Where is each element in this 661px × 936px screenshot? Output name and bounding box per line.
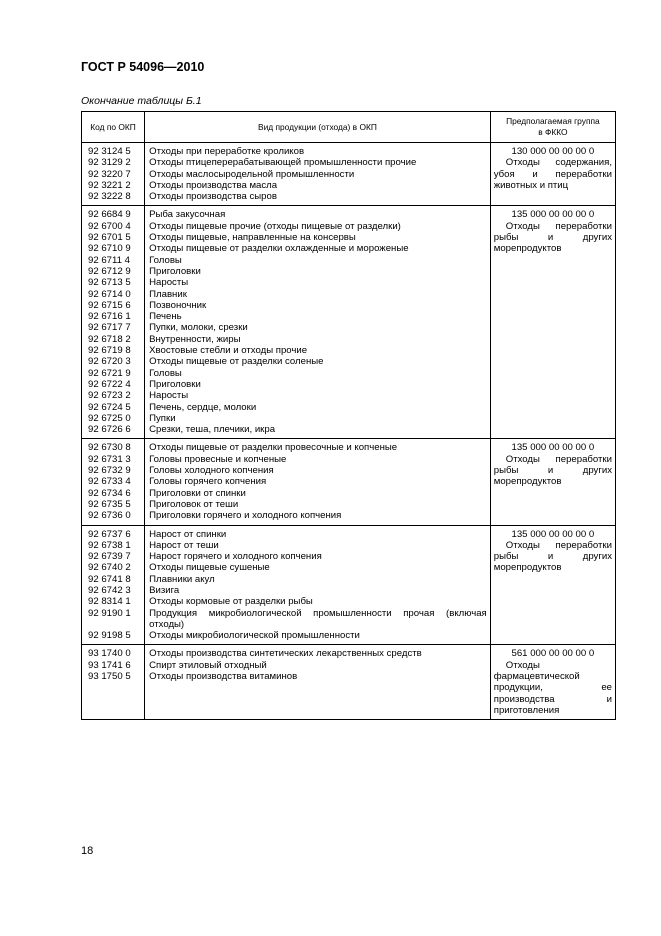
product-name: Нарост горячего и холодного копчения bbox=[149, 551, 322, 563]
product-name: Отходы производства масла bbox=[149, 179, 278, 191]
product-name: Пупки bbox=[149, 412, 176, 424]
product-name: Наросты bbox=[149, 277, 189, 289]
col-header-okp-code: Код по ОКП bbox=[82, 112, 145, 143]
product-name: Внутренности, жиры bbox=[149, 333, 241, 345]
fkko-group-code: 135 000 00 00 00 0 bbox=[511, 209, 595, 221]
product-name: Приголовки горячего и холодного копчения bbox=[149, 510, 342, 522]
table-row bbox=[82, 206, 616, 439]
table-row bbox=[82, 439, 616, 525]
fkko-group-cell bbox=[490, 143, 615, 206]
product-name: Головы горячего копчения bbox=[149, 476, 267, 488]
okp-code: 92 6741 8 bbox=[88, 573, 131, 585]
okp-table bbox=[81, 111, 616, 720]
product-name: Приголовок от теши bbox=[149, 498, 239, 510]
okp-code: 92 6732 9 bbox=[88, 465, 131, 477]
fkko-group-description: Отходы переработки рыбы и других морепродуктов bbox=[493, 220, 612, 255]
okp-code: 92 6730 8 bbox=[88, 442, 131, 454]
okp-code: 92 6711 4 bbox=[88, 254, 130, 266]
okp-code: 92 6737 6 bbox=[88, 528, 131, 540]
fkko-group-code: 130 000 00 00 00 0 bbox=[511, 146, 595, 157]
product-name: Отходы маслосыродельной промышленности bbox=[149, 168, 355, 180]
okp-codes-cell bbox=[82, 439, 145, 525]
okp-code: 92 9198 5 bbox=[88, 630, 131, 642]
okp-code: 92 6721 9 bbox=[88, 367, 131, 379]
fkko-group-code: 561 000 00 00 00 0 bbox=[511, 648, 595, 660]
fkko-group-cell bbox=[490, 206, 615, 439]
okp-code: 92 6733 4 bbox=[88, 476, 131, 488]
table-row bbox=[82, 525, 616, 645]
fkko-group-code: 135 000 00 00 00 0 bbox=[511, 528, 595, 540]
product-names-cell bbox=[145, 206, 491, 439]
fkko-group-description: Отходы содержания, убоя и переработки животных и птиц bbox=[493, 157, 612, 191]
okp-code: 92 6734 6 bbox=[88, 487, 131, 499]
table-row bbox=[82, 143, 616, 206]
product-name: Позвоночник bbox=[149, 299, 207, 311]
product-name: Нарост от спинки bbox=[149, 528, 227, 540]
okp-code: 92 3220 7 bbox=[88, 168, 131, 180]
product-name: Срезки, теша, плечики, икра bbox=[149, 424, 276, 436]
product-name: Отходы пищевые прочие (отходы пищевые от разделки) bbox=[149, 220, 401, 232]
fkko-group-description: Отходы фармацевтической продукции, ее производства и приготовления bbox=[493, 659, 612, 716]
standard-title: ГОСТ Р 54096—2010 bbox=[81, 60, 205, 74]
okp-code: 92 6684 9 bbox=[88, 209, 131, 221]
product-name: Печень, сердце, молоки bbox=[149, 401, 257, 413]
product-name: Плавники акул bbox=[149, 573, 215, 585]
okp-codes-cell bbox=[82, 645, 145, 720]
table-caption: Окончание таблицы Б.1 bbox=[81, 95, 202, 107]
okp-code: 92 3124 5 bbox=[88, 146, 131, 157]
okp-code: 93 1750 5 bbox=[88, 671, 131, 683]
product-name: Приголовки bbox=[149, 378, 201, 390]
fkko-group-cell bbox=[490, 525, 615, 645]
okp-code-gap bbox=[88, 619, 144, 630]
product-name: Спирт этиловый отходный bbox=[149, 659, 267, 671]
product-name: Печень bbox=[149, 311, 182, 323]
fkko-group-description: Отходы переработки рыбы и других морепродуктов bbox=[493, 453, 612, 488]
okp-code: 92 6718 2 bbox=[88, 333, 131, 345]
okp-code: 92 6731 3 bbox=[88, 453, 131, 465]
okp-code: 92 6739 7 bbox=[88, 551, 131, 563]
okp-code: 92 6726 6 bbox=[88, 424, 131, 436]
okp-code: 92 6738 1 bbox=[88, 539, 131, 551]
fkko-group-cell bbox=[490, 439, 615, 525]
okp-code: 92 6710 9 bbox=[88, 243, 131, 255]
product-names-cell bbox=[145, 645, 491, 720]
product-name: Рыба закусочная bbox=[149, 209, 226, 221]
product-name: Плавник bbox=[149, 288, 187, 300]
table-row bbox=[82, 645, 616, 720]
fkko-group-cell bbox=[490, 645, 615, 720]
product-name: Головы провесные и копченые bbox=[149, 453, 287, 465]
product-names-cell bbox=[145, 525, 491, 645]
product-name: Отходы пищевые от разделки охлажденные и мороженые bbox=[149, 243, 409, 255]
product-name: Отходы пищевые от разделки провесочные и копченые bbox=[149, 442, 398, 454]
okp-code: 92 9190 1 bbox=[88, 607, 131, 619]
okp-code: 92 6723 2 bbox=[88, 390, 131, 402]
okp-code: 92 3222 8 bbox=[88, 191, 131, 203]
okp-codes-cell bbox=[82, 206, 145, 439]
product-name: Отходы производства сыров bbox=[149, 191, 277, 203]
product-name: Отходы производства синтетических лекарственных средств bbox=[149, 648, 422, 660]
okp-code: 92 6714 0 bbox=[88, 288, 131, 300]
product-names-cell bbox=[145, 439, 491, 525]
okp-code: 93 1740 0 bbox=[88, 648, 131, 660]
product-name: Визига bbox=[149, 584, 180, 596]
okp-code: 92 6725 0 bbox=[88, 412, 131, 424]
okp-code: 92 6712 9 bbox=[88, 265, 131, 277]
okp-code: 92 6740 2 bbox=[88, 562, 131, 574]
okp-code: 92 6736 0 bbox=[88, 510, 131, 522]
product-name: Отходы производства витаминов bbox=[149, 671, 298, 683]
col-header-product-type: Вид продукции (отхода) в ОКП bbox=[145, 112, 491, 143]
product-name: Пупки, молоки, срезки bbox=[149, 322, 248, 334]
okp-code: 92 3129 2 bbox=[88, 157, 131, 169]
okp-code: 92 6700 4 bbox=[88, 220, 131, 232]
okp-code: 92 6701 5 bbox=[88, 232, 131, 244]
okp-code: 92 8314 1 bbox=[88, 596, 131, 608]
okp-code: 92 6715 6 bbox=[88, 299, 131, 311]
table-header-row bbox=[82, 112, 616, 143]
product-name: Приголовки от спинки bbox=[149, 487, 246, 499]
page-number: 18 bbox=[81, 845, 94, 857]
okp-code: 92 6742 3 bbox=[88, 584, 131, 596]
product-names-cell bbox=[145, 143, 491, 206]
okp-code: 92 6722 4 bbox=[88, 378, 131, 390]
okp-code: 92 3221 2 bbox=[88, 179, 131, 191]
okp-code: 92 6724 5 bbox=[88, 401, 131, 413]
product-name: Отходы микробиологической промышленности bbox=[149, 630, 360, 642]
okp-codes-cell bbox=[82, 143, 145, 206]
product-name: Головы холодного копчения bbox=[149, 465, 274, 477]
product-name: Хвостовые стебли и отходы прочие bbox=[149, 345, 308, 357]
col-header-fkko-group: Предполагаемая группа в ФККО bbox=[490, 112, 615, 143]
fkko-group-code: 135 000 00 00 00 0 bbox=[511, 442, 595, 454]
okp-code: 92 6713 5 bbox=[88, 277, 131, 289]
product-name: Отходы пищевые от разделки соленые bbox=[149, 356, 324, 368]
product-name: Отходы пищевые сушеные bbox=[149, 562, 270, 574]
product-name: Продукция микробиологической промышленности прочая (включая отходы) bbox=[149, 607, 487, 630]
product-name: Отходы при переработке кроликов bbox=[149, 146, 305, 157]
okp-codes-cell bbox=[82, 525, 145, 645]
okp-code: 93 1741 6 bbox=[88, 659, 131, 671]
product-name: Нарост от теши bbox=[149, 539, 219, 551]
okp-code: 92 6719 8 bbox=[88, 345, 131, 357]
product-name: Отходы кормовые от разделки рыбы bbox=[149, 596, 313, 608]
product-name: Приголовки bbox=[149, 265, 201, 277]
product-name: Отходы пищевые, направленные на консервы bbox=[149, 232, 356, 244]
product-name: Наросты bbox=[149, 390, 189, 402]
product-name: Головы bbox=[149, 367, 182, 379]
fkko-group-description: Отходы переработки рыбы и других морепродуктов bbox=[493, 539, 612, 574]
okp-code: 92 6735 5 bbox=[88, 498, 131, 510]
product-name: Головы bbox=[149, 254, 182, 266]
okp-code: 92 6716 1 bbox=[88, 311, 131, 323]
okp-code: 92 6720 3 bbox=[88, 356, 131, 368]
product-name: Отходы птицеперерабатывающей промышленности прочие bbox=[149, 157, 417, 169]
okp-code: 92 6717 7 bbox=[88, 322, 131, 334]
